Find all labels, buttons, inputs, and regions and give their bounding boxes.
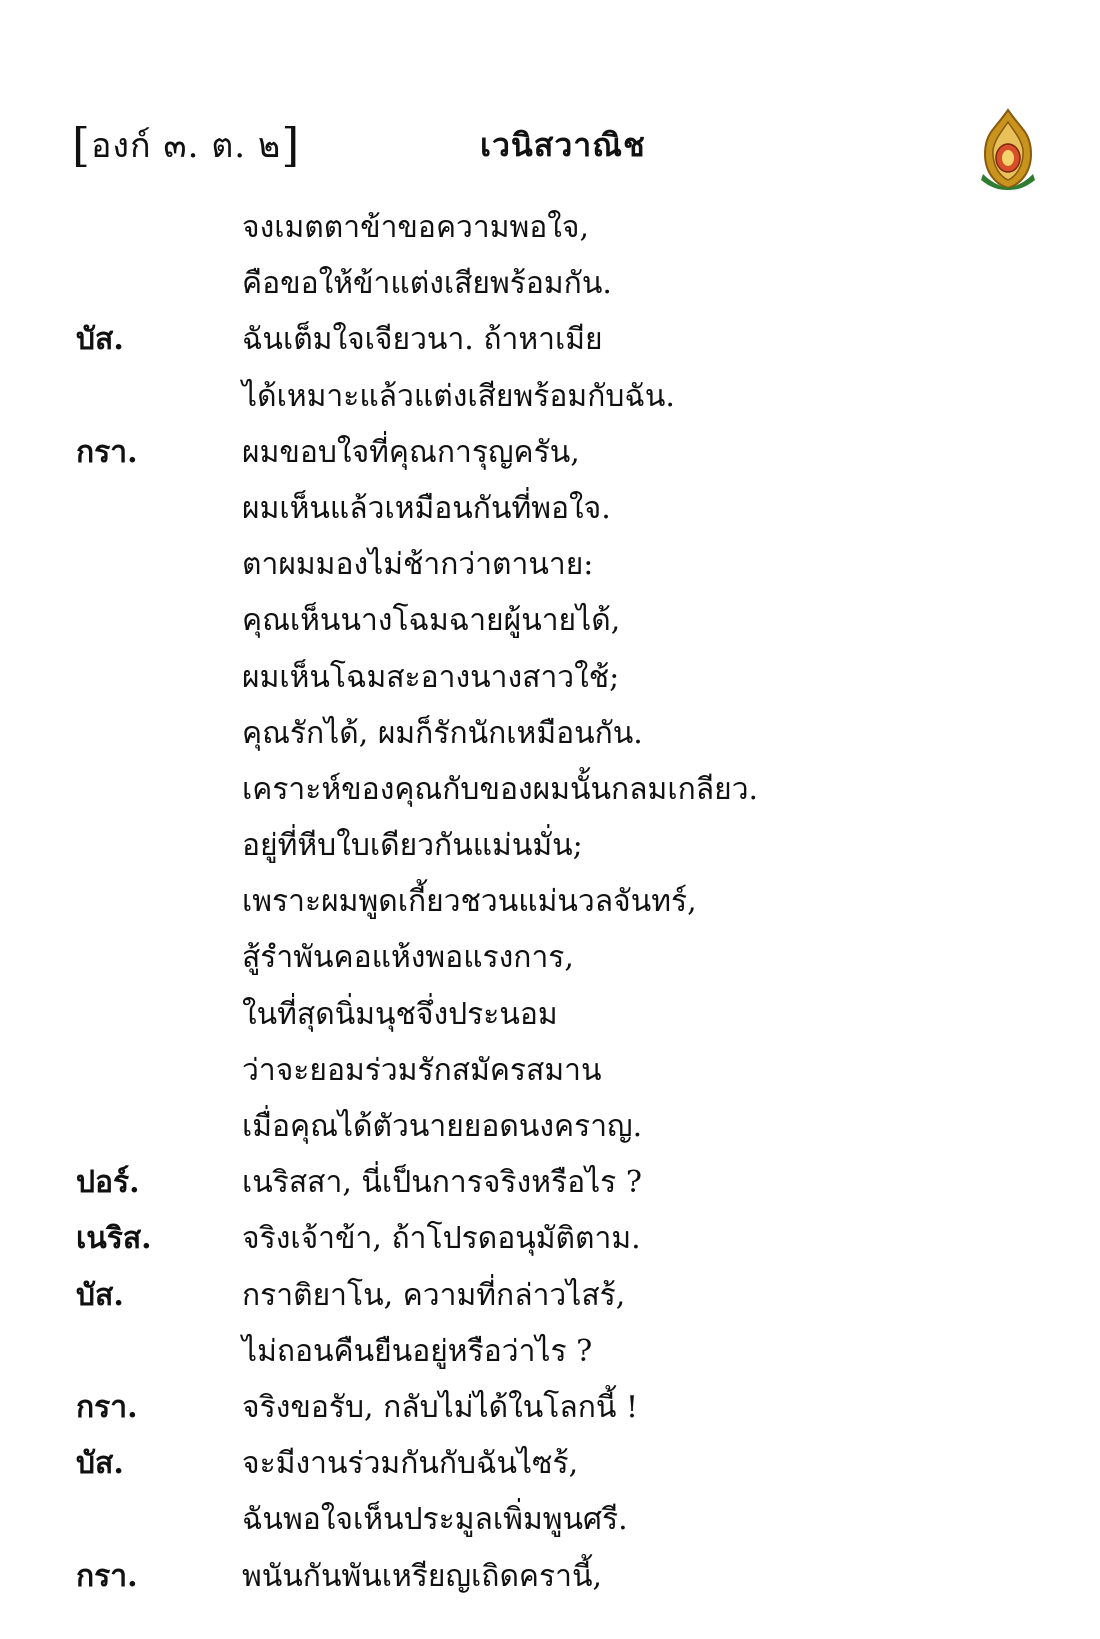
dialogue-line xyxy=(0,481,1100,537)
line-text: เมื่อคุณได้ตัวนายยอดนงคราญ. xyxy=(242,1109,643,1144)
dialogue xyxy=(0,200,1100,1605)
line-text: เนริสสา, นี่เป็นการจริงหรือไร ? xyxy=(242,1165,642,1201)
act-scene-label: [องก์ ๓. ต. ๒] xyxy=(72,118,301,172)
line-text: ในที่สุดนิ่มนุชจึ่งประนอม xyxy=(242,996,558,1032)
school-emblem-icon xyxy=(977,108,1039,190)
dialogue-line xyxy=(0,1436,1100,1492)
page-header xyxy=(0,108,1100,178)
line-text: ผมขอบใจที่คุณการุญครัน, xyxy=(242,434,580,470)
line-text: ว่าจะยอมร่วมรักสมัครสมาน xyxy=(242,1052,602,1088)
speaker-name: บัส. xyxy=(76,1277,124,1313)
dialogue-line xyxy=(0,987,1100,1043)
speaker-name: กรา. xyxy=(76,1558,138,1594)
line-text: ได้เหมาะแล้วแต่งเสียพร้อมกับฉัน. xyxy=(242,378,675,414)
dialogue-line xyxy=(0,1380,1100,1436)
line-text: พนันกันพันเหรียญเถิดครานี้, xyxy=(242,1558,602,1594)
dialogue-line xyxy=(0,369,1100,425)
dialogue-line xyxy=(0,1549,1100,1605)
speaker-name: ปอร์. xyxy=(76,1165,140,1201)
line-text: จริงเจ้าข้า, ถ้าโปรดอนุมัติตาม. xyxy=(242,1221,641,1257)
speaker-name: เนริส. xyxy=(76,1221,152,1257)
dialogue-line xyxy=(0,200,1100,256)
dialogue-line xyxy=(0,593,1100,649)
line-text: ฉันพอใจเห็นประมูลเพิ่มพูนศรี. xyxy=(242,1502,628,1538)
dialogue-line xyxy=(0,874,1100,930)
dialogue-line xyxy=(0,312,1100,368)
dialogue-line xyxy=(0,1324,1100,1380)
speaker-name: กรา. xyxy=(76,434,138,470)
line-text: คุณรักได้, ผมก็รักนักเหมือนกัน. xyxy=(242,715,643,751)
line-text: จะมีงานร่วมกันกับฉันไซร้, xyxy=(242,1446,579,1482)
dialogue-line xyxy=(0,425,1100,481)
line-text: ฉันเต็มใจเจียวนา. ถ้าหาเมีย xyxy=(242,322,603,358)
dialogue-line xyxy=(0,1268,1100,1324)
line-text: ไม่ถอนคืนยืนอยู่หรือว่าไร ? xyxy=(242,1333,593,1369)
dialogue-line xyxy=(0,818,1100,874)
line-text: กราติยาโน, ความที่กล่าวไสร้, xyxy=(242,1277,626,1313)
line-text: เพราะผมพูดเกี้ยวชวนแม่นวลจันทร์, xyxy=(242,884,697,920)
dialogue-line xyxy=(0,706,1100,762)
page-title: เวนิสวาณิช xyxy=(480,126,646,164)
speaker-name: บัส. xyxy=(76,1446,124,1482)
dialogue-line xyxy=(0,1099,1100,1155)
dialogue-line xyxy=(0,650,1100,706)
speaker-name: กรา. xyxy=(76,1389,138,1425)
dialogue-line xyxy=(0,930,1100,986)
line-text: จงเมตตาข้าขอความพอใจ, xyxy=(242,210,590,245)
dialogue-line xyxy=(0,537,1100,593)
speaker-name: บัส. xyxy=(76,322,124,358)
dialogue-line xyxy=(0,1492,1100,1548)
dialogue-line xyxy=(0,1155,1100,1211)
line-text: สู้รำพันคอแห้งพอแรงการ, xyxy=(242,940,574,976)
line-text: คุณเห็นนางโฉมฉายผู้นายได้, xyxy=(242,603,621,639)
dialogue-line xyxy=(0,762,1100,818)
line-text: อยู่ที่หีบใบเดียวกันแม่นมั่น; xyxy=(242,828,583,864)
line-text: เคราะห์ของคุณกับของผมนั้นกลมเกลียว. xyxy=(242,771,759,807)
dialogue-line xyxy=(0,1211,1100,1267)
line-text: ผมเห็นโฉมสะอางนางสาวใช้; xyxy=(242,659,620,695)
line-text: ผมเห็นแล้วเหมือนกันที่พอใจ. xyxy=(242,490,611,526)
dialogue-line xyxy=(0,1043,1100,1099)
line-text: คือขอให้ข้าแต่งเสียพร้อมกัน. xyxy=(242,266,612,302)
line-text: จริงขอรับ, กลับไม่ได้ในโลกนี้ ! xyxy=(242,1389,639,1425)
line-text: ตาผมมองไม่ช้ากว่าตานาย: xyxy=(242,547,594,583)
dialogue-line xyxy=(0,256,1100,312)
